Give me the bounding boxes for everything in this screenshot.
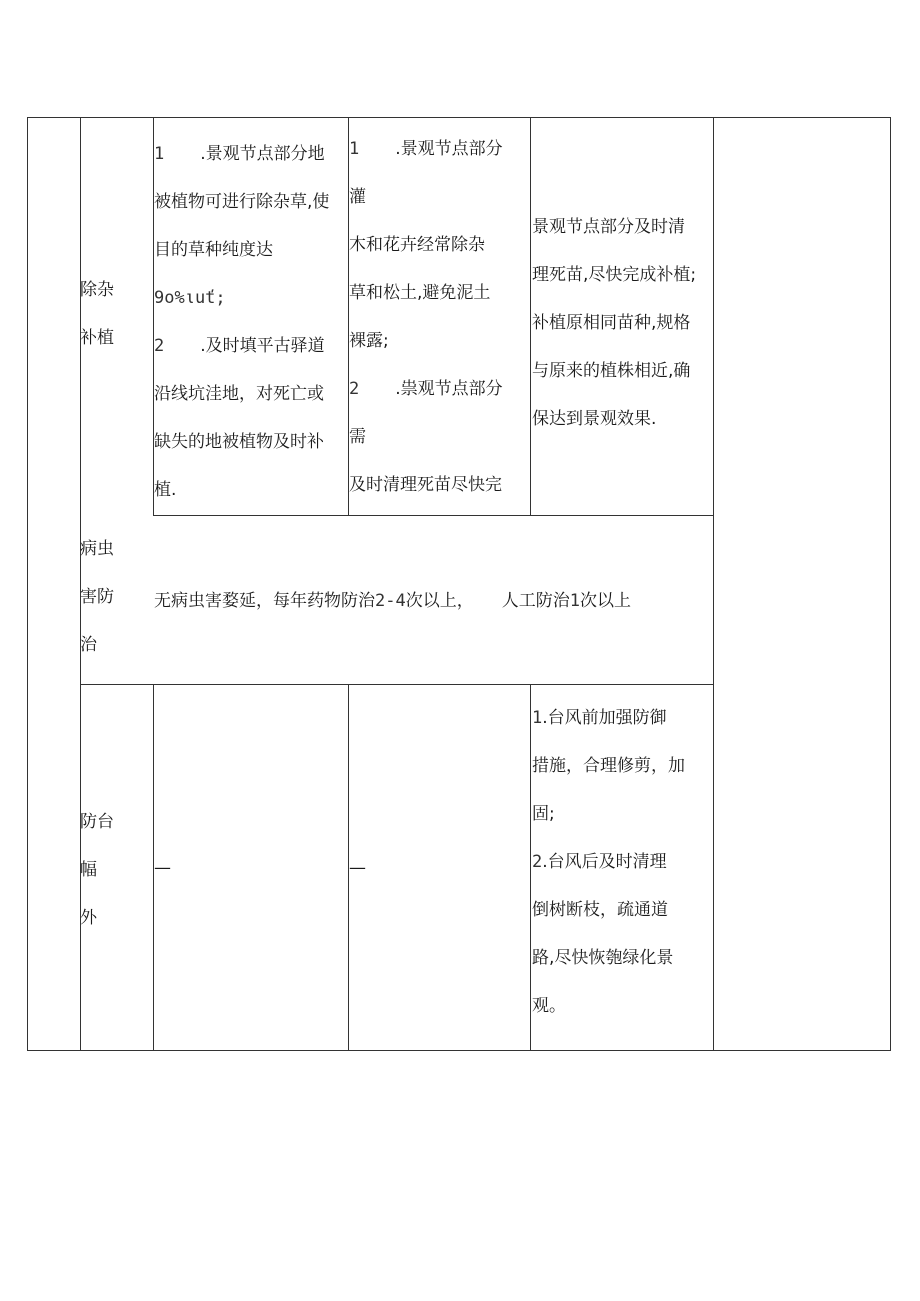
name-line: 治 bbox=[80, 635, 97, 655]
dash-placeholder: — bbox=[154, 858, 171, 878]
name-line: 害防 bbox=[80, 587, 114, 607]
item-number: 1 bbox=[532, 708, 543, 728]
row-divider bbox=[80, 684, 714, 685]
text-line: 与原来的植株相近,确 bbox=[532, 361, 691, 381]
table-border-left bbox=[27, 117, 28, 1051]
text-line: 需 bbox=[349, 427, 366, 447]
text-line: .台风前加强防御 bbox=[542, 708, 667, 728]
text-line: .景观节点部分地 bbox=[200, 144, 325, 164]
text-part: 无病虫害婺延，每年药物防治 bbox=[154, 591, 375, 611]
text-line: 缺失的地被植物及时补 bbox=[154, 432, 324, 452]
dash-placeholder: — bbox=[349, 858, 366, 878]
name-line: 补植 bbox=[80, 328, 114, 348]
item-number: 2 bbox=[532, 852, 543, 872]
text-line: 倒树断枝，疏通道 bbox=[532, 900, 668, 920]
column-divider bbox=[530, 684, 531, 1051]
text-line: 目的草种纯度达 bbox=[154, 240, 273, 260]
text-line: 理死苗,尽快完成补植; bbox=[532, 265, 697, 285]
text-line: 沿线坑洼地，对死亡或 bbox=[154, 384, 324, 404]
name-line: 外 bbox=[80, 908, 97, 928]
table-border-top bbox=[27, 117, 891, 118]
number: 1 bbox=[569, 591, 580, 611]
name-line: 病虫 bbox=[80, 539, 114, 559]
text-line: 景观节点部分及时清 bbox=[532, 217, 685, 237]
name-line: 幅 bbox=[80, 860, 97, 880]
row-weeding-col3 bbox=[532, 203, 696, 443]
text-line: 观。 bbox=[532, 996, 566, 1016]
row-pest-text bbox=[154, 577, 631, 625]
row-divider bbox=[153, 515, 714, 516]
text-line: .及时填平古驿道 bbox=[200, 336, 325, 356]
text-line: 植. bbox=[154, 480, 177, 500]
table-border-bottom bbox=[27, 1050, 891, 1051]
text-line: 路,尽快恢匏绿化景 bbox=[532, 948, 674, 968]
text-line: 及时清理死苗尽快完 bbox=[349, 475, 502, 495]
row-pest-name bbox=[80, 525, 114, 669]
text-line: .祟观节点部分 bbox=[395, 379, 503, 399]
text-line: .景观节点部分 bbox=[395, 139, 503, 159]
row-weeding-col2 bbox=[349, 125, 503, 509]
text-part: 次以上 bbox=[579, 591, 631, 611]
text-line: 9o%ιuť; bbox=[154, 288, 226, 308]
number-range: 2-4 bbox=[375, 591, 406, 611]
text-part: 次以上， bbox=[405, 591, 474, 611]
name-line: 防台 bbox=[80, 812, 114, 832]
maintenance-table bbox=[27, 117, 891, 1051]
item-number: 2 bbox=[154, 336, 165, 356]
item-number: 1 bbox=[154, 144, 165, 164]
item-number: 1 bbox=[349, 139, 360, 159]
text-line: 灌 bbox=[349, 187, 366, 207]
row-typhoon-col3 bbox=[532, 694, 685, 1030]
text-line: 草和松土,避免泥土 bbox=[349, 283, 491, 303]
row-weeding-name bbox=[80, 266, 114, 362]
row-typhoon-col2 bbox=[349, 844, 366, 892]
text-line: 固; bbox=[532, 804, 555, 824]
row-weeding-col1 bbox=[154, 130, 329, 514]
text-line: 裸露; bbox=[349, 331, 389, 351]
row-typhoon-col1 bbox=[154, 844, 171, 892]
column-divider bbox=[530, 117, 531, 515]
text-part: 人工防治 bbox=[501, 591, 570, 611]
text-line: 补植原相同苗种,规格 bbox=[532, 313, 691, 333]
text-line: 保达到景观效果. bbox=[532, 409, 657, 429]
row-typhoon-name bbox=[80, 798, 114, 942]
item-number: 2 bbox=[349, 379, 360, 399]
column-divider bbox=[713, 117, 714, 1051]
text-line: .台风后及时清理 bbox=[542, 852, 667, 872]
text-line: 被植物可进行除杂草,使 bbox=[154, 192, 330, 212]
table-border-right bbox=[890, 117, 891, 1051]
text-line: 措施，合理修剪，加 bbox=[532, 756, 685, 776]
text-line: 木和花卉经常除杂 bbox=[349, 235, 485, 255]
name-line: 除杂 bbox=[80, 280, 114, 300]
